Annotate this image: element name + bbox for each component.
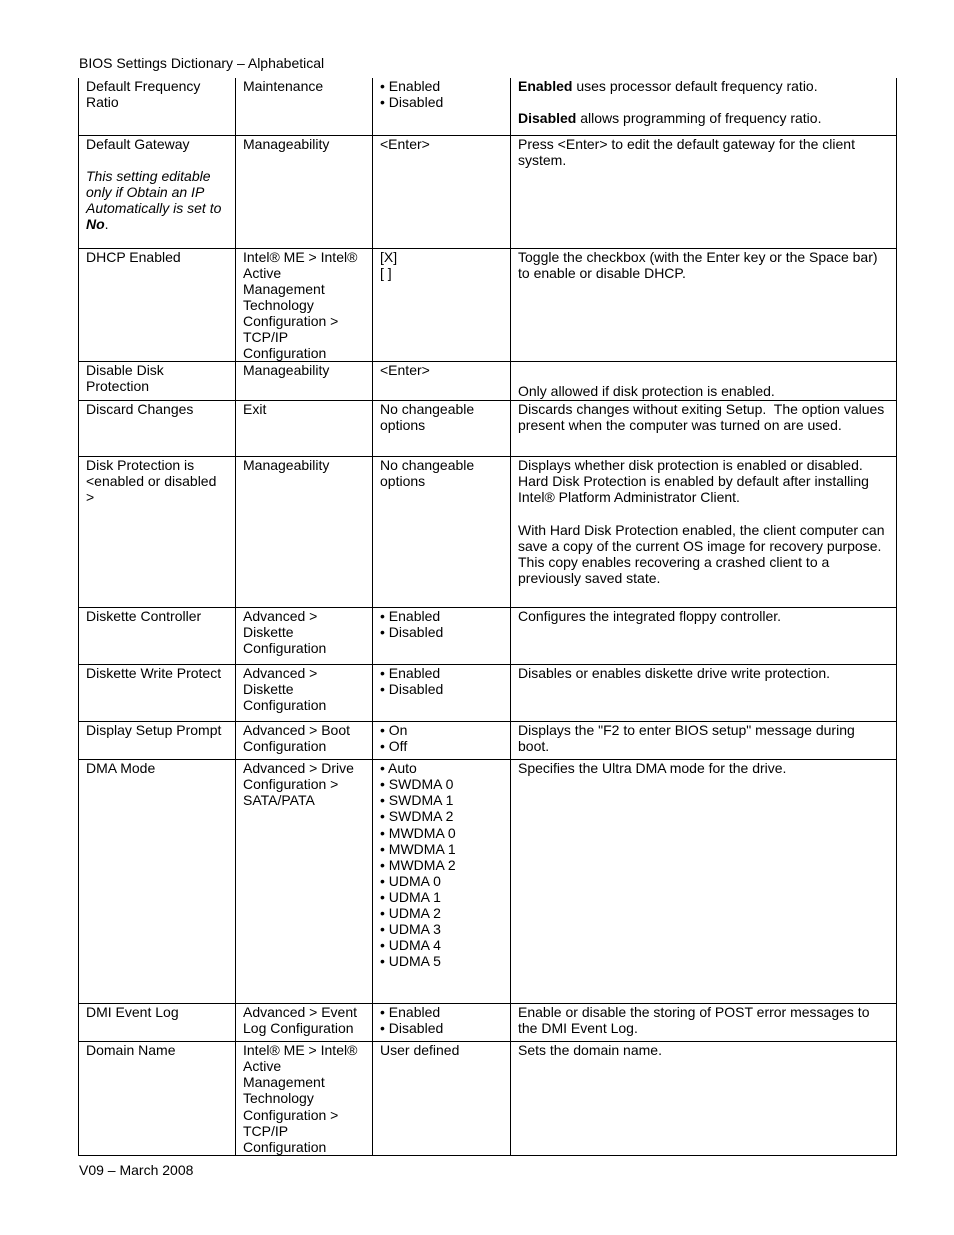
description-cell: [511, 135, 897, 248]
setting-name: Default Gateway: [86, 135, 190, 152]
setting-name: Domain Name: [86, 1042, 176, 1059]
desc-text: Disables or enables diskette drive write protection.: [518, 665, 831, 682]
menu-cell: [236, 608, 373, 665]
desc-text: uses processor default frequency ratio.: [572, 78, 818, 94]
options-cell: [373, 760, 511, 1004]
desc-text: Configures the integrated floppy controller.: [518, 608, 782, 625]
options-cell: [373, 248, 511, 362]
options-cell: [373, 401, 511, 457]
setting-note-value: No: [86, 215, 105, 232]
menu-path: Configuration: [243, 1138, 327, 1155]
menu-path: Manageability: [243, 457, 330, 474]
option-value: • SWDMA 2: [380, 808, 454, 825]
table-row: [79, 248, 897, 362]
setting-cell: [79, 457, 236, 608]
menu-cell: [236, 362, 373, 401]
setting-cell: [79, 722, 236, 760]
setting-name: Protection: [86, 378, 150, 395]
menu-path: Management: [243, 280, 325, 297]
table-row: [79, 457, 897, 608]
option-value: • MWDMA 1: [380, 840, 456, 857]
setting-note: Automatically is set to: [86, 199, 222, 216]
menu-path: Advanced > Event: [243, 1004, 358, 1021]
table-row: [79, 362, 897, 401]
description-cell: [511, 78, 897, 135]
desc-text: Specifies the Ultra DMA mode for the drive.: [518, 760, 787, 777]
menu-cell: [236, 665, 373, 722]
desc-text: Discards changes without exiting Setup. The option values: [518, 401, 885, 418]
menu-cell: [236, 401, 373, 457]
menu-path: Configuration: [243, 345, 327, 362]
setting-name: DHCP Enabled: [86, 248, 181, 265]
option-value: <Enter>: [380, 362, 430, 379]
setting-name: Disk Protection is: [86, 457, 195, 474]
option-value: • On: [380, 722, 408, 739]
option-value: • UDMA 5: [380, 953, 441, 970]
setting-name: Discard Changes: [86, 401, 194, 418]
description-cell: [511, 760, 897, 1004]
menu-cell: [236, 248, 373, 362]
table-row: [79, 722, 897, 760]
setting-name: Default Frequency: [86, 78, 201, 94]
desc-text: previously saved state.: [518, 569, 661, 586]
menu-path: Advanced > Boot: [243, 722, 351, 739]
menu-path: Log Configuration: [243, 1020, 354, 1037]
description-cell: [511, 362, 897, 401]
option-value: User defined: [380, 1042, 460, 1059]
menu-path: Advanced > Drive: [243, 760, 354, 777]
option-value: • Disabled: [380, 681, 444, 698]
menu-path: Configuration >: [243, 1106, 339, 1123]
option-value: • UDMA 0: [380, 872, 441, 889]
setting-cell: [79, 1042, 236, 1156]
setting-name: DMI Event Log: [86, 1004, 179, 1021]
option-value: • Off: [380, 738, 408, 755]
setting-cell: [79, 1004, 236, 1042]
option-value: options: [380, 417, 426, 434]
menu-cell: [236, 722, 373, 760]
menu-path: Configuration >: [243, 776, 339, 793]
menu-path: Manageability: [243, 362, 330, 379]
menu-cell: [236, 760, 373, 1004]
desc-text: Displays the "F2 to enter BIOS setup" message during: [518, 722, 855, 739]
setting-name: Disable Disk: [86, 362, 164, 379]
menu-cell: [236, 1004, 373, 1042]
menu-path: Advanced >: [243, 665, 318, 682]
setting-name: Diskette Controller: [86, 608, 202, 625]
menu-path: Technology: [243, 296, 314, 313]
desc-text: Toggle the checkbox (with the Enter key or the Space bar): [518, 248, 878, 265]
desc-text: Hard Disk Protection is enabled by default after installing: [518, 473, 869, 490]
menu-cell: [236, 1042, 373, 1156]
desc-text: Press <Enter> to edit the default gateway for the client: [518, 135, 855, 152]
menu-path: Configuration: [243, 640, 327, 657]
option-value: [ ]: [380, 264, 392, 281]
options-cell: [373, 665, 511, 722]
menu-path: Exit: [243, 401, 267, 418]
desc-text: Displays whether disk protection is enabled or disabled.: [518, 457, 863, 474]
menu-path: Management: [243, 1074, 325, 1091]
description-cell: [511, 722, 897, 760]
option-value: • UDMA 3: [380, 921, 441, 938]
page-footer: V09 – March 2008: [79, 1162, 194, 1178]
menu-path: Intel® ME > Intel®: [243, 1042, 358, 1059]
desc-term: Disabled: [518, 110, 577, 127]
setting-name: Diskette Write Protect: [86, 665, 222, 682]
desc-text: allows programming of frequency ratio.: [576, 110, 822, 127]
setting-name: <enabled or disabled: [86, 473, 217, 490]
desc-text: With Hard Disk Protection enabled, the client computer can: [518, 521, 885, 538]
menu-path: Active: [243, 1058, 282, 1075]
description-cell: [511, 665, 897, 722]
option-value: • Enabled: [380, 608, 441, 625]
bios-settings-table: [78, 78, 897, 1156]
menu-path: Technology: [243, 1090, 314, 1107]
option-value: • Enabled: [380, 78, 441, 94]
menu-path: Diskette: [243, 624, 294, 641]
table-row: [79, 1004, 897, 1042]
table-row: [79, 1042, 897, 1156]
option-value: • SWDMA 0: [380, 776, 454, 793]
description-cell: [511, 1042, 897, 1156]
option-value: • Auto: [380, 760, 417, 777]
desc-text: This copy enables recovering a crashed client to a: [518, 553, 830, 570]
description-cell: [511, 608, 897, 665]
menu-path: Advanced >: [243, 608, 318, 625]
desc-text: Intel® Platform Administrator Client.: [518, 489, 740, 506]
setting-cell: [79, 362, 236, 401]
option-value: • Enabled: [380, 1004, 441, 1021]
setting-cell: [79, 665, 236, 722]
option-value: • Enabled: [380, 665, 441, 682]
options-cell: [373, 1042, 511, 1156]
setting-note: This setting editable: [86, 167, 211, 184]
setting-note-tail: .: [104, 215, 109, 232]
setting-cell: [79, 608, 236, 665]
desc-text: present when the computer was turned on are used.: [518, 417, 842, 434]
option-value: • UDMA 4: [380, 937, 441, 954]
setting-cell: [79, 135, 236, 248]
options-cell: [373, 362, 511, 401]
option-value: • MWDMA 2: [380, 856, 456, 873]
setting-cell: [79, 760, 236, 1004]
options-cell: [373, 457, 511, 608]
option-value: • Disabled: [380, 94, 444, 111]
menu-path: TCP/IP: [243, 328, 289, 345]
setting-cell: [79, 78, 236, 135]
option-value: No changeable: [380, 457, 475, 474]
menu-path: Active: [243, 264, 282, 281]
description-cell: [511, 248, 897, 362]
desc-text: boot.: [518, 738, 550, 755]
menu-path: SATA/PATA: [243, 792, 315, 809]
option-value: options: [380, 473, 426, 490]
setting-cell: [79, 248, 236, 362]
menu-path: Intel® ME > Intel®: [243, 248, 358, 265]
option-value: • UDMA 1: [380, 888, 441, 905]
setting-name: DMA Mode: [86, 760, 156, 777]
option-value: • SWDMA 1: [380, 792, 454, 809]
table-row: [79, 135, 897, 248]
options-cell: [373, 78, 511, 135]
options-cell: [373, 608, 511, 665]
options-cell: [373, 135, 511, 248]
table-row: [79, 665, 897, 722]
menu-path: Configuration: [243, 697, 327, 714]
desc-text: to enable or disable DHCP.: [518, 264, 686, 281]
menu-path: Configuration: [243, 738, 327, 755]
setting-note: only if Obtain an IP: [86, 183, 205, 200]
menu-path: Maintenance: [243, 78, 324, 94]
menu-cell: [236, 457, 373, 608]
option-value: [X]: [380, 248, 398, 265]
options-cell: [373, 1004, 511, 1042]
desc-text: Sets the domain name.: [518, 1042, 662, 1059]
options-cell: [373, 722, 511, 760]
desc-text: system.: [518, 151, 567, 168]
setting-cell: [79, 401, 236, 457]
table-row: [79, 608, 897, 665]
desc-text: Only allowed if disk protection is enabled.: [518, 383, 775, 400]
setting-name: >: [86, 489, 95, 506]
setting-name: Display Setup Prompt: [86, 722, 222, 739]
option-value: <Enter>: [380, 135, 430, 152]
page-header: BIOS Settings Dictionary – Alphabetical: [79, 55, 325, 71]
option-value: • Disabled: [380, 624, 444, 641]
description-cell: [511, 401, 897, 457]
option-value: No changeable: [380, 401, 475, 418]
menu-cell: [236, 135, 373, 248]
description-cell: [511, 457, 897, 608]
table-row: [79, 401, 897, 457]
description-cell: [511, 1004, 897, 1042]
menu-path: Diskette: [243, 681, 294, 698]
desc-text: the DMI Event Log.: [518, 1020, 638, 1037]
table-row: [79, 760, 897, 1004]
menu-path: Manageability: [243, 135, 330, 152]
desc-term: Enabled: [518, 78, 573, 94]
option-value: • Disabled: [380, 1020, 444, 1037]
desc-text: Enable or disable the storing of POST error messages to: [518, 1004, 870, 1021]
option-value: • MWDMA 0: [380, 824, 456, 841]
desc-text: save a copy of the current OS image for recovery purpose.: [518, 537, 882, 554]
menu-path: Configuration >: [243, 312, 339, 329]
menu-path: TCP/IP: [243, 1122, 289, 1139]
setting-name: Ratio: [86, 94, 119, 111]
option-value: • UDMA 2: [380, 905, 441, 921]
table-row: [79, 78, 897, 135]
menu-cell: [236, 78, 373, 135]
